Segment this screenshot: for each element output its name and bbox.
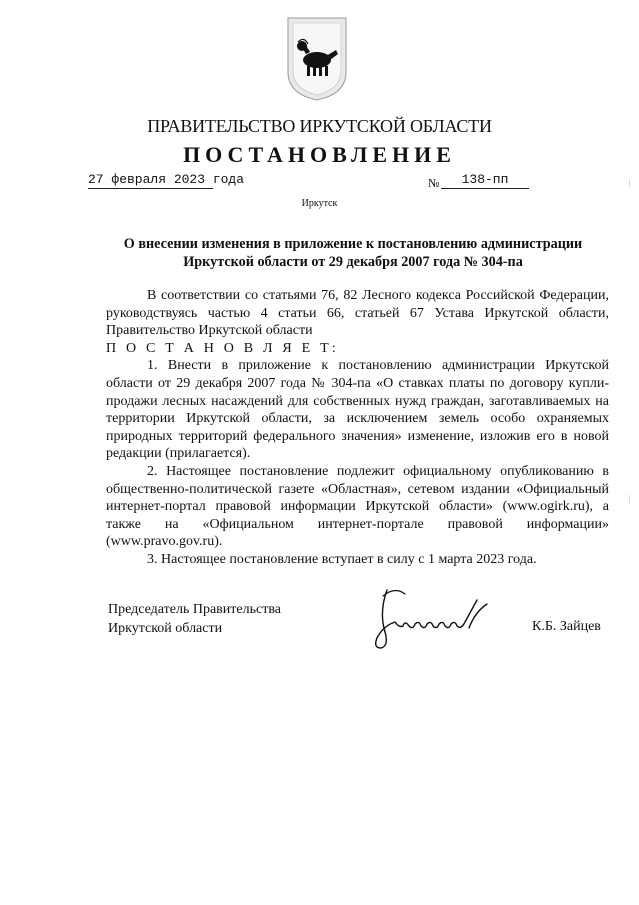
margin-tick: | — [629, 178, 631, 187]
margin-tick: | — [629, 494, 631, 503]
preamble-paragraph: В соответствии со статьями 76, 82 Лесного кодекса Российской Федерации, руководствуясь частью 4 статьи 66, статьей 67 Устава Иркутской области, Правительство Иркутской области — [106, 288, 609, 339]
decree-date: 27 февраля 2023 года — [88, 172, 245, 187]
coat-of-arms-icon — [286, 14, 348, 102]
document-body — [106, 287, 609, 569]
signatory-role-line-1: Председатель Правительства — [108, 602, 281, 617]
decree-number: 138-пп — [441, 172, 529, 189]
item-1-paragraph: 1. Внести в приложение к постановлению администрации Иркутской области от 29 декабря 2007 года № 304-па «О ставках платы по договору купли-продажи лесных насаждений для собственных нужд граждан, заготавливаемых на территории Иркутской области, за исключением земель особо охраняемых природных территорий федерального значения» изменение, изложив его в новой редакции (прилагается). — [106, 358, 609, 462]
document-subject: О внесении изменения в приложение к постановлению администрации Иркутской области от 29 декабря 2007 года № 304-па — [123, 236, 583, 270]
resolves-heading: П О С Т А Н О В Л Я Е Т: — [106, 340, 339, 356]
item-3-paragraph: 3. Настоящее постановление вступает в силу с 1 марта 2023 года. — [147, 551, 537, 567]
signatory-name: К.Б. Зайцев — [532, 619, 601, 634]
city-label: Иркутск — [301, 198, 338, 209]
item-2-paragraph: 2. Настоящее постановление подлежит официальному опубликованию в общественно-политической газете «Областная», сетевом издании «Официальный интернет-портал правовой информации Иркутской области» (www.ogirk.ru), а также на «Официальном интернет-портале правовой информации» (www.pravo.gov.ru). — [106, 463, 609, 550]
handwritten-signature — [365, 582, 505, 652]
number-sign: № — [428, 176, 440, 190]
signatory-role — [108, 600, 281, 638]
document-type-title: ПОСТАНОВЛЕНИЕ — [183, 142, 456, 167]
government-title: ПРАВИТЕЛЬСТВО ИРКУТСКОЙ ОБЛАСТИ — [147, 116, 492, 136]
signatory-role-line-2: Иркутской области — [108, 621, 223, 636]
